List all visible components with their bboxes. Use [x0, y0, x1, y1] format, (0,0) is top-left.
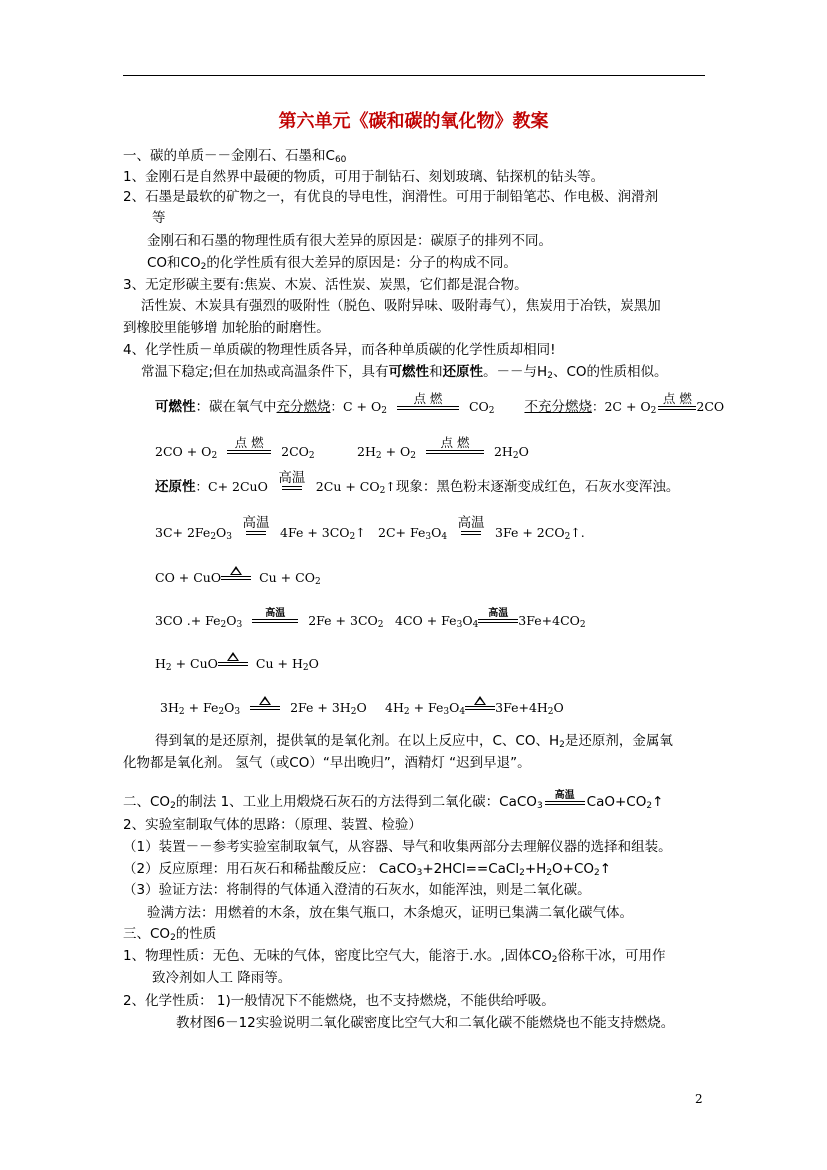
- text-line: 教材图6－12实验说明二氧化碳密度比空气大和二氧化碳不能燃烧也不能支持燃烧。: [176, 1015, 675, 1031]
- text-line: 活性炭、木炭具有强烈的吸附性（脱色、吸附异味、吸附毒气），焦炭用于冶铁，炭黑加: [141, 298, 661, 314]
- text-line: （2）反应原理：用石灰石和稀盐酸反应： $CaCO_3+2HCl==CaCl_2+H_2O+CO_2↑$: [123, 861, 612, 878]
- text-line: 得到氧的是还原剂，提供氧的是氧化剂。在以上反应中，C、CO、$H_2$是还原剂，金属氧: [155, 733, 673, 750]
- text-line: （3）验证方法：将制得的气体通入澄清的石灰水，如能浑浊，则是二氧化碳。: [123, 882, 591, 898]
- equation-combustion: 可燃性：碳在氧气中充分燃烧：$C + O_2$ 点 燃 $CO_2$ 不充分燃烧：$2C + O_2$ 点 燃 2CO: [155, 391, 725, 416]
- text-line: （1）装置－－参考实验室制取氧气，从容器、导气和收集两部分去理解仪器的选择和组装。: [123, 839, 672, 855]
- section-3-heading: 三、$CO_2$的性质: [123, 926, 217, 943]
- text-line: 常温下稳定;但在加热或高温条件下，具有可燃性和还原性。－－与$H_2$、CO的性质相似。: [141, 364, 668, 381]
- section-2-heading: 二、$CO_2$的制法 1、工业上用煅烧石灰石的方法得到二氧化碳：CaCO$_3$ 高温 $CaO+CO_2↑$: [123, 790, 664, 811]
- section-1-heading: 一、碳的单质－－金刚石、石墨和$C_{60}$: [123, 148, 347, 165]
- equation-co-fe2o3: 3CO .+ $Fe_2O_3$ 高温 $2Fe + 3CO_2$: [155, 608, 384, 630]
- text-line: 4、化学性质－单质碳的物理性质各异，而各种单质碳的化学性质却相同!: [123, 342, 556, 358]
- text-line: 1、物理性质：无色、无味的气体，密度比空气大，能溶于.水。,固体$CO_2$俗称干冰，可用作: [123, 948, 666, 965]
- equation-h2-fe2o3: $3H_2 + Fe_2O_3$ $2Fe + 3H_2O$: [160, 696, 367, 715]
- text-line: 3、无定形碳主要有:焦炭、木炭、活性炭、炭黑，它们都是混合物。: [123, 277, 528, 293]
- equation-c-fe3o4: $2C+ Fe_3O_4$ 高温 $3Fe + 2CO_2↑$.: [378, 515, 585, 543]
- page-number: 2: [695, 1092, 703, 1106]
- text-line: 2、化学性质： 1)一般情况下不能燃烧，也不支持燃烧，不能供给呼吸。: [123, 993, 555, 1009]
- equation-co-cuo: CO + CuO $Cu + CO_2$: [155, 566, 321, 585]
- text-line: 化物都是氧化剂。 氢气（或CO）“早出晚归”，酒精灯 “迟到早退”。: [123, 755, 531, 771]
- text-line: 2、实验室制取气体的思路：（原理、装置、检验）: [123, 817, 422, 833]
- equation-h2-fe3o4: $4H_2 + Fe_3O_4$ $3Fe+4H_2O$: [385, 696, 564, 715]
- equation-co-fe3o4: $4CO + Fe_3O_4$ 高温 $3Fe+4CO_2$: [395, 608, 586, 630]
- equation-h2-o2: $2H_2 + O_2$ 点 燃 $2H_2O$: [357, 435, 529, 461]
- text-line: 到橡胶里能够增 加轮胎的耐磨性。: [123, 320, 330, 336]
- text-line: 金刚石和石墨的物理性质有很大差异的原因是：碳原子的排列不同。: [147, 233, 552, 249]
- text-line: 等: [152, 210, 166, 226]
- text-line: 2、石墨是最软的矿物之一，有优良的导电性，润滑性。可用于制铅笔芯、作电极、润滑剂: [123, 189, 659, 205]
- equation-h2-cuo: $H_2$ + CuO $Cu + H_2O$: [155, 652, 319, 671]
- text-line: CO和$CO_2$的化学性质有很大差异的原因是：分子的构成不同。: [147, 255, 517, 272]
- text-line: 1、金刚石是自然界中最硬的物质，可用于制钻石、刻划玻璃、钻探机的钻头等。: [123, 169, 605, 185]
- text-line: 验满方法：用燃着的木条，放在集气瓶口，木条熄灭，证明已集满二氧化碳气体。: [147, 905, 633, 921]
- page-title: 第六单元《碳和碳的氧化物》教案: [278, 111, 549, 132]
- text-line: 致冷剂如人工 降雨等。: [152, 970, 292, 986]
- header-rule: [123, 75, 705, 76]
- equation-c-cuo: 还原性：C+ 2CuO 高温 $2Cu + CO_2↑$现象：黑色粉末逐渐变成红色，石灰水变浑浊。: [155, 470, 680, 496]
- equation-c-fe2o3: $3C+ 2Fe_2O_3$ 高温 $4Fe + 3CO_2↑$: [155, 515, 366, 543]
- equation-co-o2: $2CO + O_2$ 点 燃 $2CO_2$: [155, 435, 315, 461]
